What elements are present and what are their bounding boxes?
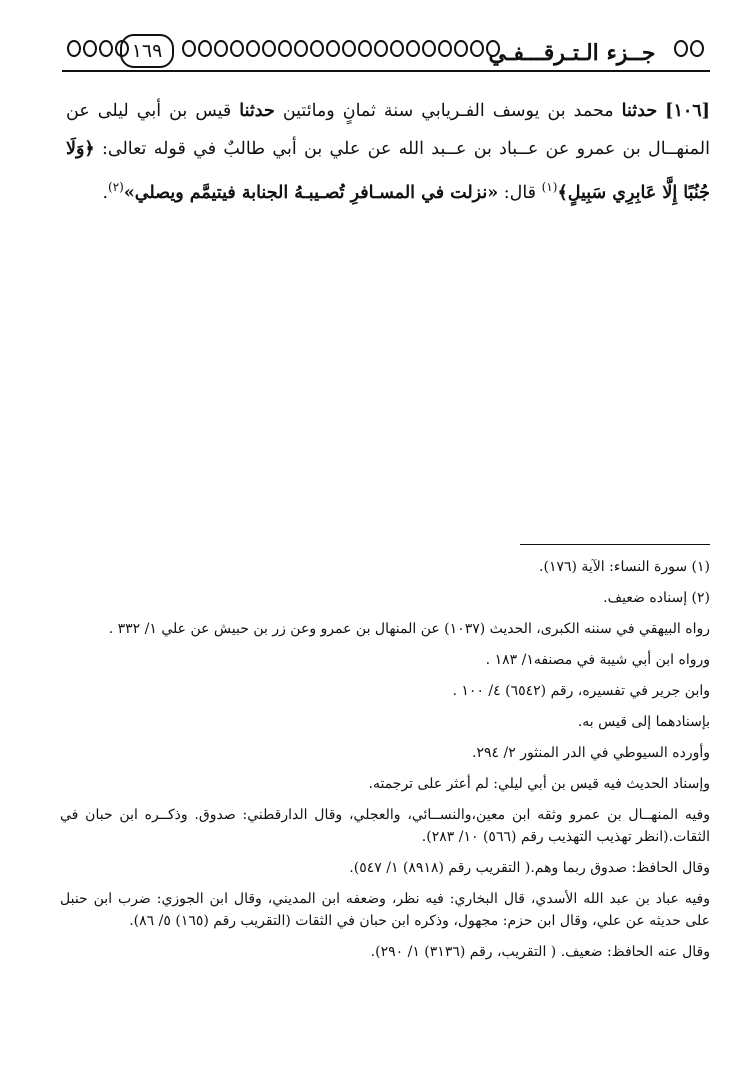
footnote: وقال عنه الحافظ: ضعيف. ( التقريب، رقم (٣١٣٦) ١/ ٢٩٠). [370, 944, 710, 960]
narration-keyword: حدثنا [621, 101, 658, 121]
ornament-ring-icon [230, 40, 244, 57]
footnote: وابن جرير في تفسيره، رقم (٦٥٤٢) ٤/ ١٠٠ . [452, 683, 710, 699]
period: . [102, 182, 109, 203]
footnote: وفيه المنهــال بن عمرو وثقه ابن معين،والنســائي، والعجلي، وقال الدارقطني: صدوق. وذكــره ابن حبان في الثقات.(انظر تهذيب التهذيب رقم (٥٦٦) ١٠/ ٢٨٣). [60, 807, 710, 845]
ornament-right [674, 40, 704, 57]
footnote: وإسناد الحديث فيه قيس بن أبي ليلي: لم أعثر على ترجمته. [368, 776, 710, 792]
footnote-ref: (٢) [108, 180, 124, 194]
ornament-ring-icon [182, 40, 196, 57]
footnote: بإسنادهما إلى قيس به. [577, 714, 710, 730]
ornament-ring-icon [690, 40, 704, 57]
ornament-ring-icon [374, 40, 388, 57]
ornament-ring-icon [198, 40, 212, 57]
ornament-ring-icon [214, 40, 228, 57]
ornament-ring-icon [99, 40, 113, 57]
narration-keyword: حدثنا [239, 101, 275, 121]
footnote: رواه البيهقي في سننه الكبرى، الحديث (١٠٣٧) عن المنهال بن عمرو وعن زر بن حبيش عن علي ١/ ٣٣٢ . [108, 621, 710, 637]
ornament-ring-icon [390, 40, 404, 57]
ornament-ring-icon [422, 40, 436, 57]
footnote: وقال الحافظ: صدوق ربما وهم.( التقريب رقم (٨٩١٨) ١/ ٥٤٧). [349, 860, 710, 876]
ornament-ring-icon [674, 40, 688, 57]
ornament-ring-icon [83, 40, 97, 57]
ornament-ring-icon [67, 40, 81, 57]
narration-text: محمد بن يوسف الفـريابي سنة ثمانٍ ومائتين [282, 101, 614, 121]
ornament-ring-icon [310, 40, 324, 57]
hadith-text [66, 92, 710, 212]
header-rule [62, 70, 710, 72]
ornament-ring-icon [278, 40, 292, 57]
page-header [62, 30, 710, 76]
page-number: ١٦٩ [120, 34, 174, 68]
running-title: جــزء الـتـرقـــفـي [488, 40, 656, 66]
narration-text: قال: [503, 182, 537, 203]
ornament-ring-icon [454, 40, 468, 57]
ornament-ring-icon [262, 40, 276, 57]
hadith-number: [١٠٦] [665, 101, 710, 121]
ornament-middle [182, 40, 500, 57]
quran-verse: ﴿وَلَا جُنُبًا إِلَّا عَابِرِي سَبِيلٍ﴾ [66, 139, 710, 203]
footnote: ورواه ابن أبي شيبة في مصنفه١/ ١٨٣ . [485, 652, 710, 668]
ornament-ring-icon [358, 40, 372, 57]
footnote: وفيه عباد بن عبد الله الأسدي، قال البخاري: فيه نظر، وضعفه ابن المديني، وقال ابن الجوزي: ضرب ابن حنبل على حديثه عن علي، وقال ابن حزم: مجهول، وذكره ابن حبان في الثقات (التقريب رقم (١٦٥) ٥/ ٨٦). [60, 891, 710, 929]
footnote-separator [520, 544, 710, 545]
ornament-ring-icon [342, 40, 356, 57]
hadith-quote: «نزلت في المسـافرِ تُصـيبـهُ الجنابة فيتيمَّم ويصلي» [123, 182, 499, 203]
footnote-ref: (١) [541, 180, 558, 194]
ornament-ring-icon [294, 40, 308, 57]
footnote: (٢) إسناده ضعيف. [603, 590, 710, 606]
ornament-ring-icon [406, 40, 420, 57]
ornament-ring-icon [246, 40, 260, 57]
narration-text: قيس بن أبي ليلى عن المنهــال بن عمرو عن عــباد بن عــبد الله عن علي بن أبي طالبٌ في قوله تعالى: [66, 101, 710, 159]
ornament-ring-icon [438, 40, 452, 57]
footnote: (١) سورة النساء: الآية (١٧٦). [539, 559, 710, 575]
ornament-ring-icon [326, 40, 340, 57]
footnotes [60, 556, 710, 972]
footnote: وأورده السيوطي في الدر المنثور ٢/ ٢٩٤. [472, 745, 710, 761]
